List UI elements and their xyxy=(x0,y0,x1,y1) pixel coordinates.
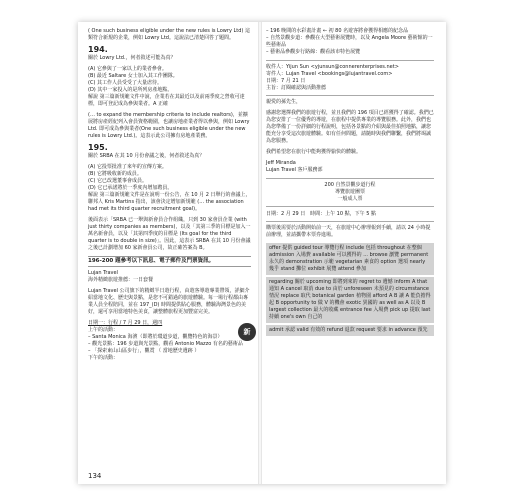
ad-body: Lujan Travel 公司旗下的精緻半日遊行程，由遊客導遊專業帶領，詳細介紹當地文化、歷史與景點，是您不可錯過的旅遊體驗。每一場行程都由專業人員全程陪同，並在 197_(D) 時間提供貼心服務，體驗海灣景色的美好，還可享用當地特色美食，讓整體旅程更加豐富完美。 xyxy=(88,288,250,315)
email-body-2: 我們希望您在旅行中能夠獲得愉快的體驗。 xyxy=(266,149,362,155)
question-195-number: 195. xyxy=(88,143,108,152)
route-line-4: – 「探索東山山區步行」，觀賞 （ 當地歷史遺跡 ） xyxy=(88,348,200,354)
q194-option-c: (C) 其工作人員受受了大量虐待。 xyxy=(88,80,162,86)
q194-option-d: (D) 其中一家投入的是所列房產地點。 xyxy=(88,87,173,93)
q195-option-b: (B) 它將吸收新的成員。 xyxy=(88,171,142,177)
ad-line-2: 海外精緻旅遊推薦：一日套餐 xyxy=(88,277,154,283)
email-body-1: 感謝您選擇我們的旅遊行程，並且我們的 196 項目已經獲得了確認。我們已為您安排了一位優秀的導遊，在旅程中提供專業的導覽服務。此外，我們也為您準備了一份詳細的行程說明，包括各景點的介紹與最佳拍照地點，讓您能充分享受這次旅遊體驗。如有任何問題，請隨時與我們聯繫，我們將竭誠為您服務。 xyxy=(266,110,434,144)
tour-line-1: – 196 晚間的水彩畫計畫 ← 初 80 名遊客將會獲得相應的紀念品 xyxy=(266,28,409,34)
question-195-text: 關於 SRBA 在其 10 月份會議之後，何者敘述為真？ xyxy=(88,153,205,159)
ad-line-1: Lujan Travel xyxy=(88,270,118,276)
new-badge-icon: 新 xyxy=(238,323,256,341)
ticket-line-2: 導覽旅遊團票 xyxy=(334,189,365,195)
vocab-block-3: admit 承認 valid 有效的 refund 退款 request 要求 in advance 預先 xyxy=(266,325,434,336)
question-194-number: 194. xyxy=(88,45,108,54)
q195-explanation-b: 後面表示「SRBA 已一舉與新會員合作組織，只到 30 家會員企業 (with just thirty companies as members)，以及「其第三季的目標是加入一萬名新會員，以及「其第四季度的目標是 (Its goal for the third quarter is to double in size)」。因此，這表示 SRBA 在其 10 月份會議之後已計劃增加 60 家新會員公司，故正確答案為 B。 xyxy=(88,217,251,251)
route-line-5: 下午的活動： xyxy=(88,355,119,361)
tour-line-2: – 自然景觀步道：參觀在大型藝術展覽時，以及 Angela Moore 藝術館的一些藝術品 xyxy=(266,35,433,48)
divider xyxy=(266,95,434,96)
route-line-1: 上午的活動： xyxy=(88,327,119,333)
divider xyxy=(266,60,434,61)
email-to: 收件人：Yijun Sun <yjunsun@connerenterprises.net> xyxy=(266,64,399,70)
ticket-time-text: 時間：上午 10 點，下午 5 點 xyxy=(310,211,376,217)
ticket-notice: 購票後需要於活動開始前一天，在旅遊中心辦理報到手續，請以 24 小時提前辦理，並請攜帶本票券進場。 xyxy=(266,225,431,238)
ticket-box xyxy=(266,178,434,207)
q194-explanation-en: (… to expand the membership criteria to include realtors)，並擴展將房產經紀列入會員資格範圍，也讓房地產業者得以參與，例如 Lowry Ltd. 即可成為參與業者(One such business eligible under the new rules is Lowry Ltd.)。這表示此公司擁有房地產業務。 xyxy=(88,112,250,139)
section-title: 196-200 題參考以下訊息、電子郵件及門票資訊。 xyxy=(88,256,251,267)
email-subject: 主旨：訂閱確認與活動推薦 xyxy=(266,85,327,91)
ticket-line-1: 200 自然景觀步道行程 xyxy=(324,182,376,188)
q195-option-d: (D) 它已承諾將於一季度內增加聘員。 xyxy=(88,185,173,191)
vocab-block-1: offer 提供 guided tour 導覽行程 include 包括 throughout 在整個 admission 入場費 available 可以獲得的 ... browse 瀏覽 permanent 永久的 demonstration 示範 vegetarian 素食的 option 選項 nearly 幾乎 stand 攤位 exhibit 展覽 attend 參加 xyxy=(266,243,434,275)
email-greeting: 親愛的孫先生， xyxy=(266,99,302,105)
q194-option-a: (A) 它參與了一家以上的業者參會。 xyxy=(88,66,167,72)
book-spread xyxy=(78,22,446,484)
ticket-line-3: 一般成人票 xyxy=(337,196,363,202)
route-line-3: – 觀光景點：196 步道與光景點，觀看 Antonio Mazzo 有名的藝術品 xyxy=(88,341,243,347)
intro-text: ( One such business eligible under the new rules is Lowry Ltd) 這類符合新規的企業，例如 Lowry Ltd。這說法已清楚回答了題問。 xyxy=(88,28,250,41)
signature-dept: Lujan Travel 客戶服務部 xyxy=(266,167,323,173)
email-date: 日期：7 月 21 日 xyxy=(266,78,306,84)
route-heading: 日期一：行程 / 7 月 29 日，週四 xyxy=(88,320,163,326)
page-number: 134 xyxy=(88,472,102,480)
tour-line-3: – 藝術品參觀步行路線：觀看該市特色展覽 xyxy=(266,49,361,55)
left-page xyxy=(88,28,251,362)
signature-name: Jeff Miranda xyxy=(266,160,296,166)
right-page xyxy=(266,28,434,338)
divider xyxy=(266,221,434,222)
q194-option-b: (B) 最近 Saltare 女士加入其工作團隊。 xyxy=(88,73,178,79)
route-line-2: – Santa Monica 海濱（即將於環道步道，觀覽特色的海景） xyxy=(88,334,223,340)
ticket-date xyxy=(266,211,434,218)
q195-explanation: 解說 第三篇新規範文件是在說明一份公告，在 10 月 2 日舉行的會議上，聯邦人 Kris Martins 指出，該會決定增加新規範 (… the association had met its third quarter recruitment goal)。 xyxy=(88,192,251,212)
email-from: 寄件人：Lujan Travel <bookings@lujantravel.com> xyxy=(266,71,393,77)
q195-option-a: (A) 它投票批准了來年的宣傳方案。 xyxy=(88,164,167,170)
q194-explanation: 解說 第三篇新規範文件中說，企業若在其最近以及前兩季度之營收可達標，即可登記成為參與業者。A 正確 xyxy=(88,94,245,107)
q195-option-c: (C) 它已改選董事會成員。 xyxy=(88,178,147,184)
question-194-text: 關於 Lowry Ltd.，何者敘述可能為真？ xyxy=(88,55,176,61)
book-gutter xyxy=(258,22,262,484)
vocab-block-2: regarding 關於 upcoming 即將到來的 regret to 遺憾 inform A that 通知 A cancel 取消 due to 由於 unforeseen 未預見的 circumstance 情況 replace 取代 botanical garden 植物園 afford A B 讓 A 能負擔得起 B opportunity to 做 V 的機會 exotic 異國的 as well as A 以及 B largest collection 最大的收藏 entrance fee 入場費 pick up 提取 last 持續 one's own 自己的 xyxy=(266,277,434,323)
ticket-date-text: 日期：2 月 29 日 xyxy=(266,211,306,217)
